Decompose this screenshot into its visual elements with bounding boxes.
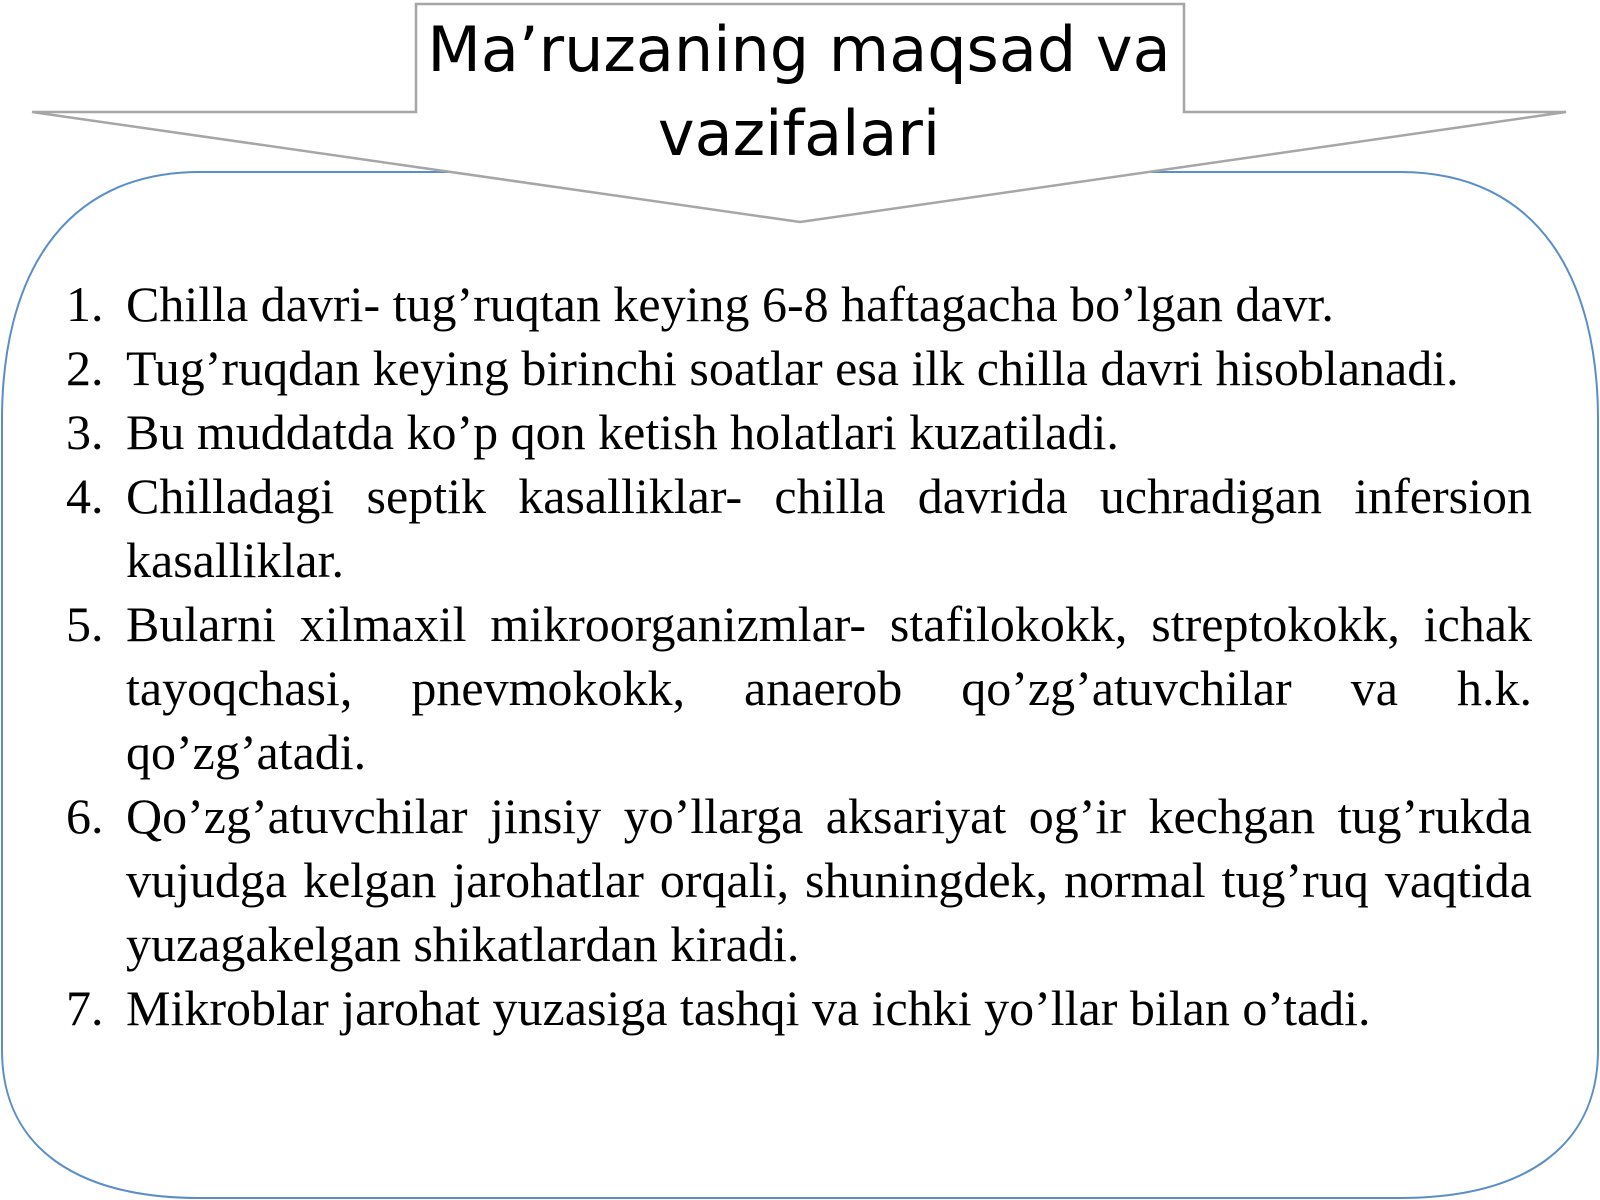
list-item-number: 5. — [66, 596, 104, 652]
numbered-list — [66, 272, 1532, 1040]
list-item-text: Chilladagi septik kasalliklar- chilla davrida uchradigan infersion kasalliklar. — [126, 468, 1532, 588]
list-item-text: Tug’ruqdan keying birinchi soatlar esa ilk chilla davri hisoblanadi. — [126, 340, 1459, 396]
title-line-1: Ma’ruzaning maqsad va — [427, 13, 1171, 86]
list-item — [66, 400, 1532, 464]
list-item-number: 1. — [66, 276, 104, 332]
list-item — [66, 592, 1532, 784]
list-item-number: 3. — [66, 404, 104, 460]
list-item-number: 6. — [66, 788, 104, 844]
list-item-text: Chilla davri- tug’ruqtan keying 6-8 haftagacha bo’lgan davr. — [126, 276, 1334, 332]
list-item-text: Bularni xilmaxil mikroorganizmlar- stafilokokk, streptokokk, ichak tayoqchasi, pnevmokokk, anaerob qo’zg’atuvchilar va h.k. qo’zg’atadi. — [126, 596, 1532, 780]
list-item-number: 4. — [66, 468, 104, 524]
title-line-2: vazifalari — [657, 97, 941, 170]
slide-title — [418, 8, 1180, 176]
list-item — [66, 464, 1532, 592]
list-item-number: 7. — [66, 980, 104, 1036]
list-item — [66, 272, 1532, 336]
list-item — [66, 976, 1532, 1040]
list-item-text: Bu muddatda ko’p qon ketish holatlari kuzatiladi. — [126, 404, 1119, 460]
list-item — [66, 336, 1532, 400]
list-item-text: Qo’zg’atuvchilar jinsiy yo’llarga aksariyat og’ir kechgan tug’rukda vujudga kelgan jarohatlar orqali, shuningdek, normal tug’ruq vaqtida yuzagakelgan shikatlardan kiradi. — [126, 788, 1532, 972]
list-item-number: 2. — [66, 340, 104, 396]
list-item-text: Mikroblar jarohat yuzasiga tashqi va ichki yo’llar bilan o’tadi. — [126, 980, 1371, 1036]
list-item — [66, 784, 1532, 976]
